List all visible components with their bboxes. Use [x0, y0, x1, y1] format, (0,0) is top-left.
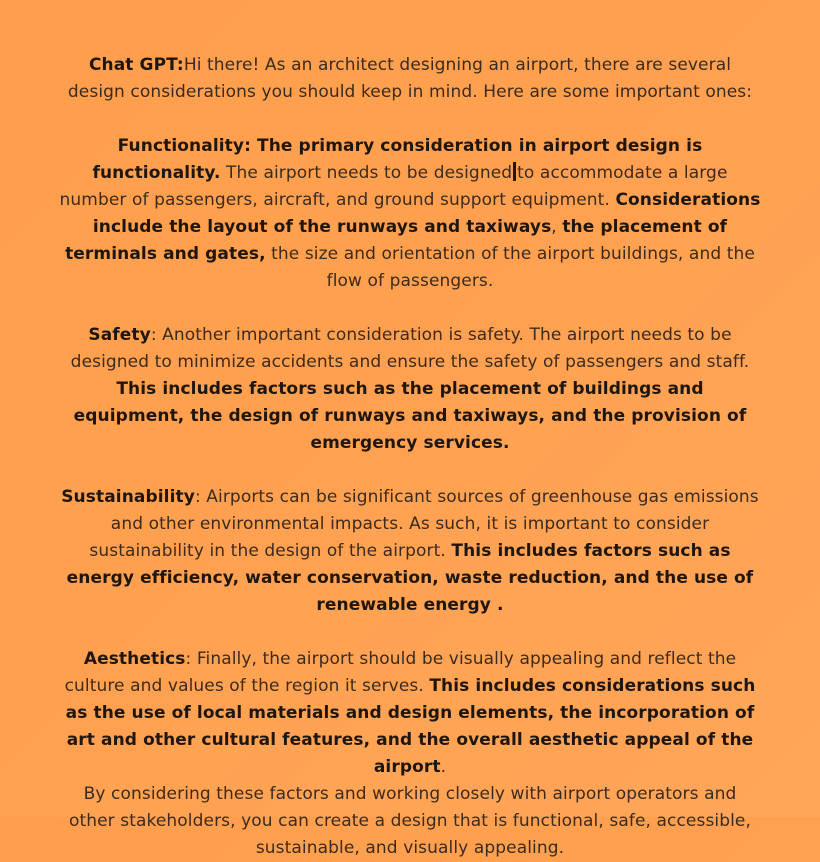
functionality-paragraph	[58, 133, 762, 295]
intro-paragraph	[58, 52, 762, 106]
functionality-bold-2: the placement of terminals and gates,	[65, 217, 728, 264]
paragraph-gap	[58, 106, 762, 133]
chat-response-text[interactable]	[0, 52, 820, 862]
functionality-text-end: the size and orientation of the airport buildings, and the flow of passengers.	[265, 244, 755, 291]
aesthetics-paragraph	[58, 646, 762, 781]
aesthetics-heading: Aesthetics	[83, 649, 186, 669]
functionality-text-after-caret: to accommodate a large number of passengers, aircraft, and ground support equipment.	[59, 163, 728, 210]
paragraph-gap	[58, 457, 762, 484]
intro-text: Hi there! As an architect designing an airport, there are several design considerations you should keep in mind. Here are some important ones:	[67, 55, 753, 102]
paragraph-gap	[58, 295, 762, 322]
conclusion-paragraph: By considering these factors and working closely with airport operators and other stakeholders, you can create a design that is functional, safe, accessible, sustainable, and visually appealing.	[68, 784, 751, 858]
safety-text: : Another important consideration is safety. The airport needs to be designed to minimize accidents and ensure the safety of passengers and staff.	[70, 325, 750, 372]
sustainability-bold: This includes factors such as energy efficiency, water conservation, waste reduction, and the use of renewable energy .	[66, 541, 754, 615]
functionality-heading: Functionality: The primary consideration in airport design is functionality.	[92, 136, 703, 183]
text-cursor	[513, 162, 516, 181]
functionality-separator: ,	[551, 217, 563, 237]
functionality-text-before-caret: The airport needs to be designed	[220, 163, 513, 183]
aesthetics-end: .	[440, 757, 447, 777]
aesthetics-text: : Finally, the airport should be visually appealing and reflect the culture and values of the region it serves.	[64, 649, 737, 696]
safety-paragraph	[58, 322, 762, 457]
paragraph-gap	[58, 619, 762, 646]
safety-bold: This includes factors such as the placement of buildings and equipment, the design of runways and taxiways, and the provision of emergency services.	[73, 379, 747, 453]
safety-heading: Safety	[88, 325, 151, 345]
functionality-bold-1: Considerations include the layout of the runways and taxiways	[92, 190, 761, 237]
sustainability-heading: Sustainability	[61, 487, 195, 507]
speaker-label: Chat GPT:	[88, 55, 184, 75]
sustainability-text: : Airports can be significant sources of greenhouse gas emissions and other environmental impacts. As such, it is important to consider sustainability in the design of the airport.	[89, 487, 759, 561]
sustainability-paragraph	[58, 484, 762, 619]
aesthetics-bold: This includes considerations such as the use of local materials and design elements, the incorporation of art and other cultural features, and the overall aesthetic appeal of the airport	[65, 676, 756, 777]
